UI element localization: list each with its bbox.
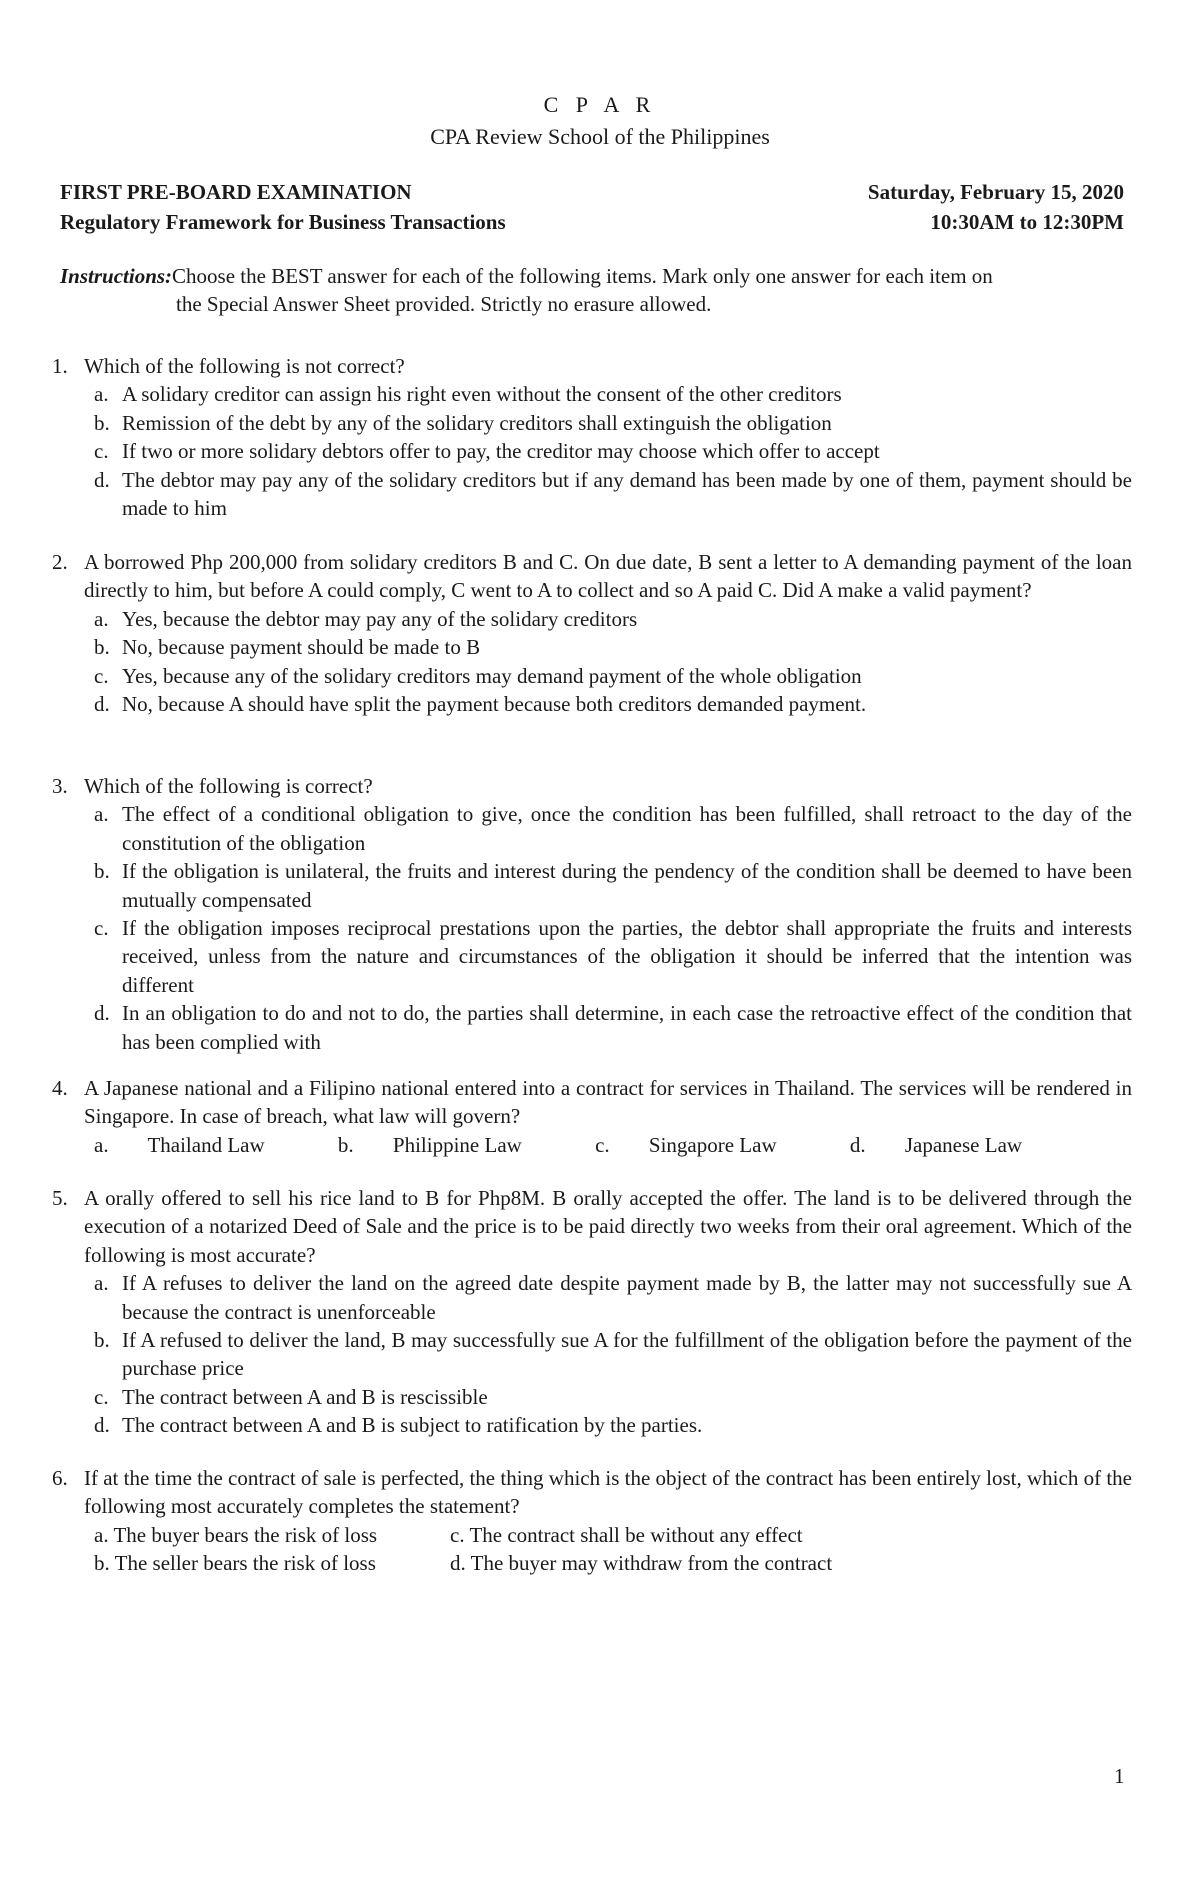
question-number: 6. (52, 1466, 68, 1490)
option-d: d. No, because A should have split the payment because both creditors demanded payment. (94, 692, 867, 717)
option-d: d. The debtor may pay any of the solidary creditors but if any demand has been made by one of them, payment should be made to him (94, 467, 1132, 521)
question-stem: Which of the following is correct? (84, 774, 373, 798)
option-a: a. Thailand Law (94, 1132, 265, 1157)
option-a: a. The buyer bears the risk of loss (94, 1522, 378, 1547)
option-b: b. Philippine Law (337, 1132, 522, 1157)
question-number: 1. (52, 354, 68, 378)
option-a: a. If A refuses to deliver the land on the agreed date despite payment made by B, the latter may not successfully sue A because the contract is unenforceable (94, 1271, 1132, 1324)
option-b: b. The seller bears the risk of loss (94, 1551, 376, 1576)
option-c: c. The contract between A and B is rescissible (94, 1384, 488, 1409)
option-d: d. The contract between A and B is subject to ratification by the parties. (94, 1413, 703, 1438)
question-stem: A Japanese national and a Filipino national entered into a contract for services in Thailand. The services will be rendered in Singapore. In case of breach, what law will govern? (84, 1076, 1132, 1129)
instructions-line-1: Choose the BEST answer for each of the following items. Mark only one answer for each item on (172, 264, 993, 288)
question-number: 4. (52, 1076, 68, 1100)
question-2 (52, 548, 1132, 718)
option-c: c. Singapore Law (595, 1132, 777, 1157)
question-stem: If at the time the contract of sale is perfected, the thing which is the object of the contract has been entirely lost, which of the following most accurately completes the statement? (84, 1466, 1132, 1519)
option-b: b. If A refused to deliver the land, B may successfully sue A for the fulfillment of the obligation before the payment of the purchase price (94, 1328, 1132, 1381)
question-5 (52, 1184, 1132, 1440)
question-number: 5. (52, 1186, 68, 1210)
org-acronym: C P A R (543, 92, 657, 117)
option-a: a. The effect of a conditional obligation to give, once the condition has been fulfilled, shall retroact to the day of the constitution of the obligation (94, 802, 1132, 855)
option-b: b. If the obligation is unilateral, the fruits and interest during the pendency of the condition shall be deemed to have been mutually compensated (94, 859, 1132, 912)
exam-time: 10:30AM to 12:30PM (930, 210, 1124, 234)
exam-subject: Regulatory Framework for Business Transactions (60, 210, 506, 234)
question-1 (52, 352, 1132, 522)
option-c: c. If the obligation imposes reciprocal prestations upon the parties, the debtor shall appropriate the fruits and interests received, unless from the nature and circumstances of the obligation it should be inferred that the intention was different (94, 916, 1132, 997)
question-stem: A orally offered to sell his rice land to B for Php8M. B orally accepted the offer. The land is to be delivered through the execution of a notarized Deed of Sale and the price is to be paid directly two weeks from their oral agreement. Which of the following is most accurate? (84, 1186, 1132, 1267)
option-d: d. The buyer may withdraw from the contract (450, 1551, 833, 1576)
question-4 (52, 1074, 1132, 1159)
instructions-line-2: the Special Answer Sheet provided. Strictly no erasure allowed. (176, 292, 712, 316)
option-c: c. If two or more solidary debtors offer to pay, the creditor may choose which offer to accept (94, 439, 880, 464)
question-3 (52, 772, 1132, 1056)
option-c: c. The contract shall be without any effect (450, 1522, 803, 1547)
question-stem: Which of the following is not correct? (84, 354, 405, 378)
option-a: a. A solidary creditor can assign his right even without the consent of the other creditors (94, 382, 842, 407)
instructions (60, 262, 1130, 318)
option-d: d. In an obligation to do and not to do, the parties shall determine, in each case the retroactive effect of the condition that has been complied with (94, 1001, 1132, 1054)
option-a: a. Yes, because the debtor may pay any of the solidary creditors (94, 606, 638, 631)
inline-options (94, 1131, 1132, 1159)
school-name: CPA Review School of the Philippines (430, 124, 770, 149)
exam-title: FIRST PRE-BOARD EXAMINATION (60, 180, 412, 204)
option-b: b. Remission of the debt by any of the solidary creditors shall extinguish the obligation (94, 410, 832, 435)
exam-date: Saturday, February 15, 2020 (867, 180, 1124, 204)
instructions-label: Instructions: (60, 264, 173, 288)
option-d: d. Japanese Law (849, 1132, 1023, 1157)
option-c: c. Yes, because any of the solidary creditors may demand payment of the whole obligation (94, 663, 862, 688)
question-number: 2. (52, 550, 68, 574)
option-b: b. No, because payment should be made to B (94, 635, 481, 660)
page-number: 1 (1114, 1764, 1125, 1788)
question-stem: A borrowed Php 200,000 from solidary creditors B and C. On due date, B sent a letter to A demanding payment of the loan directly to him, but before A could comply, C went to A to collect and so A paid C. Did A make a valid payment? (84, 550, 1132, 603)
options-grid (94, 1521, 1132, 1578)
question-number: 3. (52, 774, 68, 798)
question-6 (52, 1464, 1132, 1578)
